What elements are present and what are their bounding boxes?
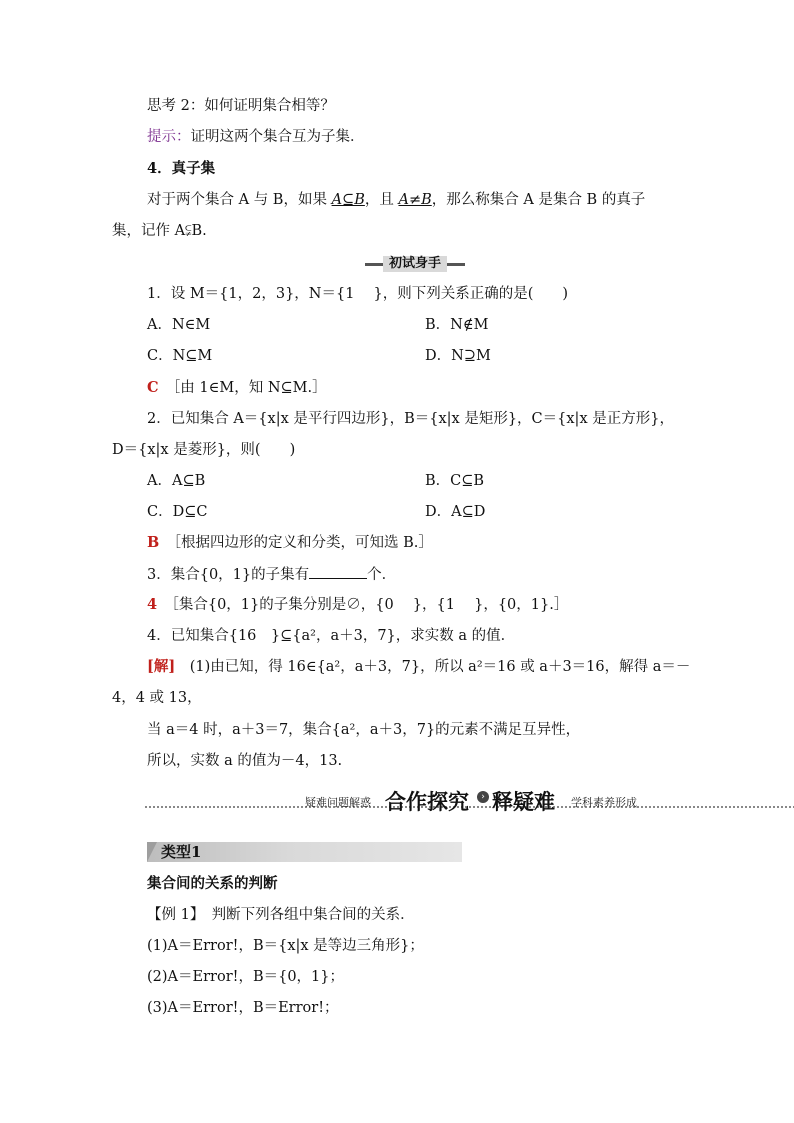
q4-solution-line2: 4，4 或 13， [112,690,202,706]
q2-stem-line1: 2．已知集合 A＝{x|x 是平行四边形}，B＝{x|x 是矩形}，C＝{x|x 是正方形}， [147,411,674,427]
hint-line [147,127,365,147]
section-left-caption: 疑难问题解惑 [305,796,371,809]
proper-subset-heading: 4．真子集 [147,160,216,177]
section-right-caption: 学科素养形成 [571,796,637,809]
q1-option-a: A．N∈M [147,317,211,333]
section-title-2: 释疑难 [492,790,555,814]
q2-answer [147,533,433,553]
q1-answer-letter: C [147,379,159,396]
q1-explanation: ［由 1∈M，知 N⊆M.］ [173,380,327,396]
type-label: 类型1 [161,843,202,861]
q4-solution-line3: 当 a＝4 时，a＋3＝7，集合{a²，a＋3，7}的元素不满足互异性， [147,722,581,738]
q3-blank [309,564,367,579]
practice-banner-label: 初试身手 [383,256,447,272]
practice-banner [365,256,465,272]
type-banner [147,842,462,862]
q2-option-b: B．C⊆B [425,473,485,489]
example-item-2: (2)A＝Error!，B＝{0，1}； [147,969,345,985]
q1-answer [147,378,327,398]
type-banner-corner [147,842,157,862]
proper-subset-definition-line2: 集，记作 A⫋B. [112,223,207,239]
def-text-2: ，且 [364,192,399,208]
def-condition-subset: A⊆B [331,192,365,208]
example-item-1: (1)A＝Error!，B＝{x|x 是等边三角形}； [147,938,424,954]
q2-option-d: D．A⊆D [425,504,486,520]
section-rule [145,806,794,808]
q3-answer [147,595,568,615]
hint-label: 提示： [147,129,191,145]
q2-explanation: ［根据四边形的定义和分类，可知选 B.］ [173,535,433,551]
hint-text: 证明这两个集合互为子集． [190,129,365,145]
q1-stem: 1．设 M＝{1，2，3}，N＝{1 }，则下列关系正确的是( ) [147,286,569,302]
section-title-1: 合作探究 [385,790,469,814]
q4-solution-text: (1)由已知，得 16∈{a²，a＋3，7}，所以 a²＝16 或 a＋3＝16，解得 a＝－ [189,659,691,675]
q4-solution-line4: 所以，实数 a 的值为－4，13. [147,753,343,769]
def-condition-not-equal: A≠B [398,192,432,208]
q2-stem-line2: D＝{x|x 是菱形}，则( ) [112,442,296,458]
q1-option-c: C．N⊆M [147,348,213,364]
section-banner [145,786,794,812]
example-heading: 【例 1】 判断下列各组中集合间的关系． [147,907,415,923]
q3-answer-number: 4 [147,596,158,613]
q4-solution-label: [解] [147,658,176,675]
q3-stem-suffix: 个． [367,567,397,583]
q2-option-a: A．A⊆B [147,473,206,489]
q4-stem: 4．已知集合{16 }⊆{a²，a＋3，7}，求实数 a 的值． [147,628,516,644]
def-text-1: 对于两个集合 A 与 B，如果 [147,192,332,208]
arrow-icon: › [477,791,489,803]
type-title: 集合间的关系的判断 [147,875,278,892]
q2-answer-letter: B [147,534,160,551]
q2-option-c: C．D⊆C [147,504,208,520]
q1-option-d: D．N⊇M [425,348,491,364]
q4-solution-line1 [147,657,690,677]
think-question: 思考 2：如何证明集合相等？ [147,98,335,114]
def-text-3: ，那么称集合 A 是集合 B 的真子 [431,192,646,208]
q3-stem [147,564,396,585]
example-item-3: (3)A＝Error!，B＝Error!； [147,1000,339,1016]
q1-option-b: B．N∉M [425,317,489,333]
q3-explanation: ［集合{0，1}的子集分别是∅，{0 }，{1 }，{0，1}.］ [171,597,569,613]
proper-subset-definition [147,190,645,210]
q3-stem-text: 3．集合{0，1}的子集有 [147,567,310,583]
